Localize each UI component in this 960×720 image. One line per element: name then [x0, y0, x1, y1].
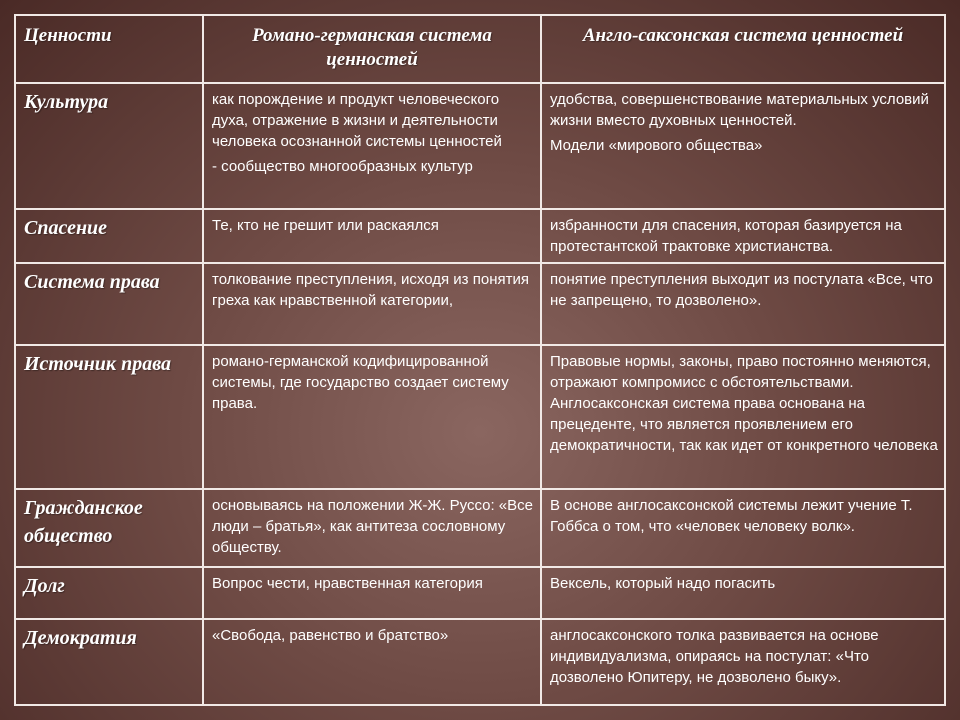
header-values-text: Ценности [24, 25, 112, 46]
table-row [15, 209, 945, 263]
row-label: Система права [24, 271, 160, 293]
romano-cell [203, 619, 541, 705]
romano-cell [203, 567, 541, 619]
table-row [15, 263, 945, 345]
romano-text: толкование преступления, исходя из понятия греха как нравственной категории, [212, 271, 529, 309]
row-label-cell [15, 345, 203, 489]
anglo-cell [541, 567, 945, 619]
anglo-text: Правовые нормы, законы, право постоянно меняются, отражают компромисс с обстоятельствами. Англосаксонская система права основана на прецеденте, что является проявлением его демократичности, так как идет от конкретного человека [550, 353, 938, 454]
header-anglo-saxon-text: Англо-саксонская система ценностей [582, 25, 904, 46]
row-label-cell [15, 567, 203, 619]
row-label-cell [15, 489, 203, 567]
table-row [15, 567, 945, 619]
romano-text: романо-германской кодифицированной системы, где государство создает систему права. [212, 353, 509, 412]
row-label: Источник права [24, 353, 171, 375]
table-header-row [15, 15, 945, 83]
romano-text: как порождение и продукт человеческого духа, отражение в жизни и деятельности человека осознанной системы ценностей [212, 91, 502, 150]
row-label-cell [15, 209, 203, 263]
romano-cell [203, 263, 541, 345]
anglo-text: удобства, совершенствование материальных условий жизни вместо духовных ценностей. [550, 91, 929, 129]
anglo-cell [541, 209, 945, 263]
anglo-text: понятие преступления выходит из постулата «Все, что не запрещено, то дозволено». [550, 271, 933, 309]
anglo-cell [541, 83, 945, 209]
anglo-cell [541, 619, 945, 705]
row-label-cell [15, 619, 203, 705]
romano-text: Те, кто не грешит или раскаялся [212, 217, 439, 234]
anglo-text: англосаксонского толка развивается на основе индивидуализма, опираясь на постулат: «Что дозволено Юпитеру, не дозволено быку». [550, 627, 879, 686]
anglo-cell [541, 263, 945, 345]
row-label: Гражданское общество [24, 497, 143, 547]
romano-text: - сообщество многообразных культур [212, 158, 473, 175]
anglo-text: Модели «мирового общества» [550, 137, 763, 154]
header-anglo-saxon [541, 15, 945, 83]
anglo-text: В основе англосаксонской системы лежит учение Т. Гоббса о том, что «человек человеку волк». [550, 497, 913, 535]
anglo-cell [541, 345, 945, 489]
row-label: Культура [24, 91, 109, 113]
anglo-cell [541, 489, 945, 567]
romano-cell [203, 209, 541, 263]
header-romano-germanic-text: Романо-германская система ценностей [252, 25, 492, 70]
anglo-text: Вексель, который надо погасить [550, 575, 776, 592]
romano-cell [203, 83, 541, 209]
row-label: Демократия [24, 627, 137, 649]
romano-cell [203, 489, 541, 567]
table-row [15, 83, 945, 209]
romano-cell [203, 345, 541, 489]
row-label: Долг [24, 575, 65, 597]
table-row [15, 619, 945, 705]
row-label-cell [15, 263, 203, 345]
romano-text: Вопрос чести, нравственная категория [212, 575, 483, 592]
table-row [15, 345, 945, 489]
values-comparison-table [14, 14, 946, 706]
header-values [15, 15, 203, 83]
row-label: Спасение [24, 217, 108, 239]
anglo-text: избранности для спасения, которая базируется на протестантской трактовке христианства. [550, 217, 902, 255]
row-label-cell [15, 83, 203, 209]
romano-text: основываясь на положении Ж-Ж. Руссо: «Все люди – братья», как антитеза сословному обществу. [212, 497, 533, 556]
romano-text: «Свобода, равенство и братство» [212, 627, 449, 644]
header-romano-germanic [203, 15, 541, 83]
table-row [15, 489, 945, 567]
